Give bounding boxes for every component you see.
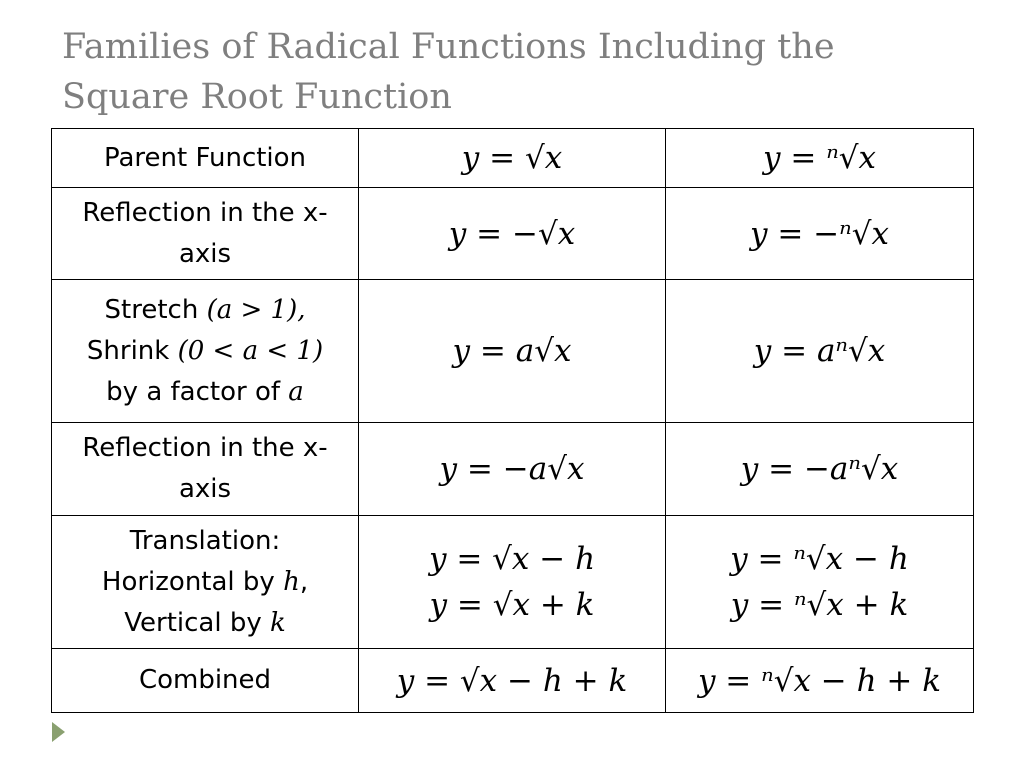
table-row	[52, 423, 974, 516]
formula-square-root: y = √x − h y = √x + k	[359, 516, 666, 649]
row-label-combined: Combined	[52, 649, 359, 713]
row-label-reflection: Reflection in the x- axis	[52, 188, 359, 280]
table-row	[52, 129, 974, 188]
row-label-reflection: Reflection in the x- axis	[52, 423, 359, 516]
formula-nth-root: y = ⁿ√x − h + k	[666, 649, 974, 713]
formula-nth-root: y = −ⁿ√x	[666, 188, 974, 280]
formula-square-root: y = √x − h + k	[359, 649, 666, 713]
table-row	[52, 280, 974, 423]
formula-nth-root: y = ⁿ√x	[666, 129, 974, 188]
row-label-parent-function: Parent Function	[52, 129, 359, 188]
table-row	[52, 188, 974, 280]
formula-square-root: y = −a√x	[359, 423, 666, 516]
formula-nth-root: y = ⁿ√x − h y = ⁿ√x + k	[666, 516, 974, 649]
slide-title-line-1: Families of Radical Functions Including the	[62, 27, 835, 67]
row-label-translation: Translation: Horizontal by h, Vertical by k	[52, 516, 359, 649]
slide-title-line-2: Square Root Function	[62, 77, 452, 117]
table-row	[52, 649, 974, 713]
formula-square-root: y = −√x	[359, 188, 666, 280]
formula-nth-root: y = −aⁿ√x	[666, 423, 974, 516]
triangle-bullet-icon	[52, 722, 65, 742]
formula-nth-root: y = aⁿ√x	[666, 280, 974, 423]
formula-square-root: y = a√x	[359, 280, 666, 423]
formula-square-root: y = √x	[359, 129, 666, 188]
slide-title	[62, 22, 1002, 122]
table-row	[52, 516, 974, 649]
radical-functions-table	[51, 128, 974, 713]
row-label-stretch-shrink: Stretch (a > 1), Shrink (0 < a < 1) by a factor of a	[52, 280, 359, 423]
